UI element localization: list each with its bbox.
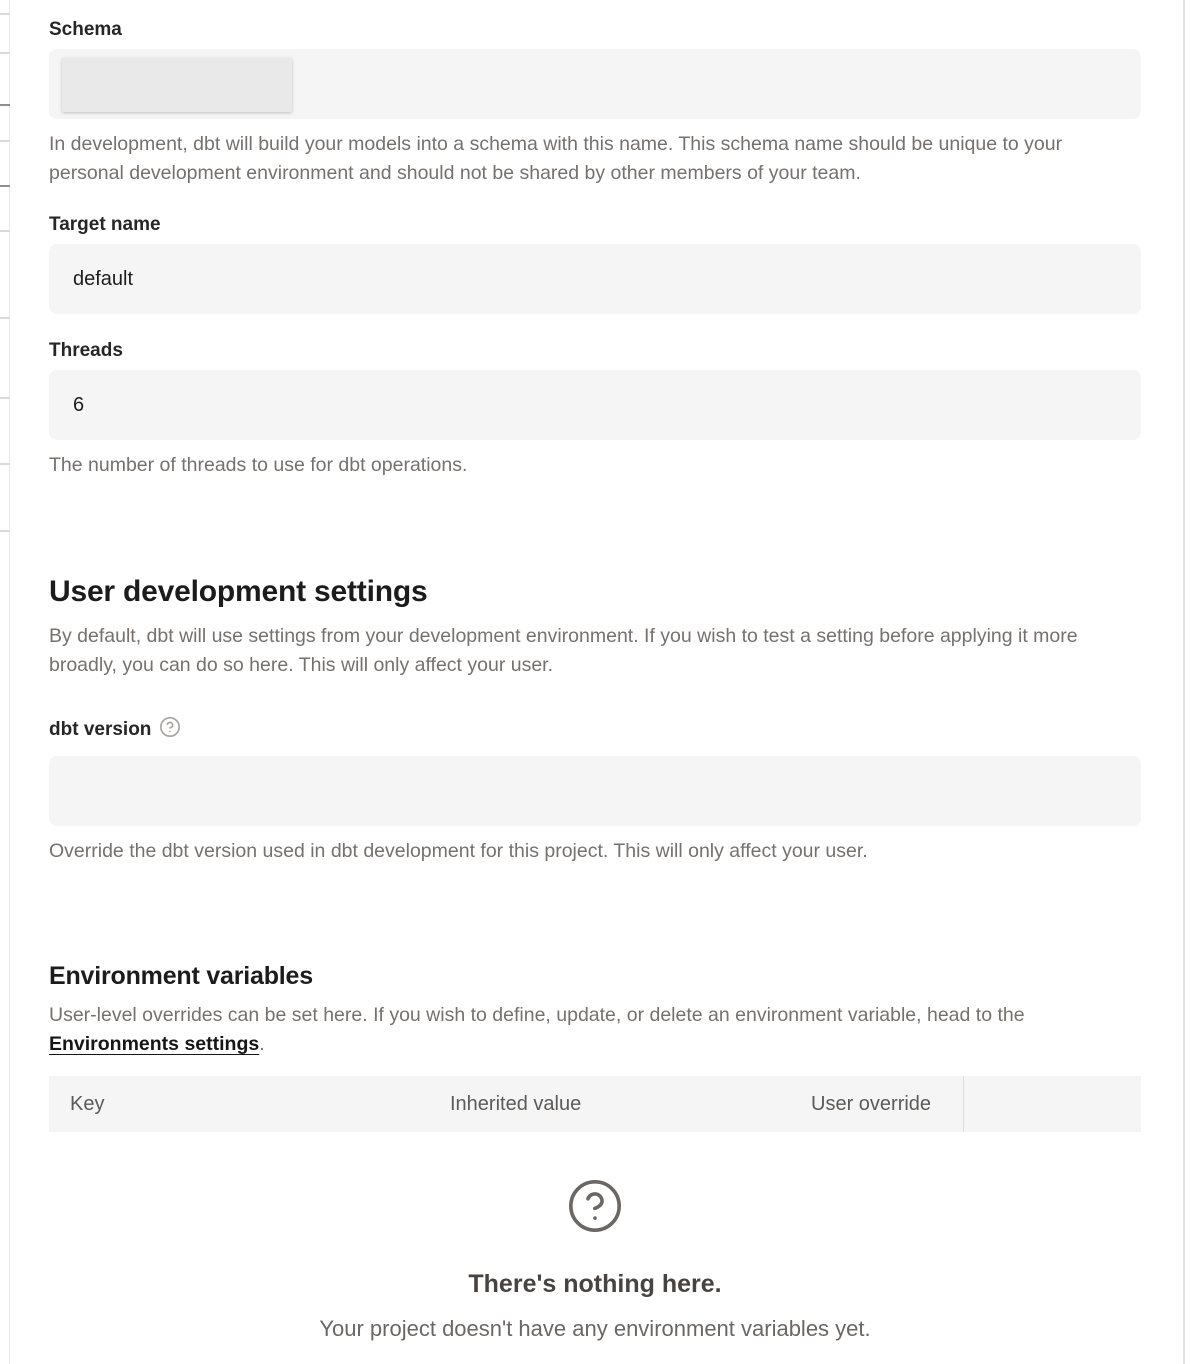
- environment-variables-heading: Environment variables: [49, 962, 313, 990]
- left-edge-tick: [0, 317, 10, 319]
- column-header-key: Key: [70, 1092, 105, 1115]
- left-edge-tick: [0, 397, 10, 399]
- threads-input[interactable]: [49, 370, 1141, 440]
- threads-label: Threads: [49, 340, 123, 361]
- help-circle-icon[interactable]: [159, 716, 181, 743]
- env-vars-table-header: [49, 1076, 1141, 1132]
- schema-label: Schema: [49, 19, 122, 40]
- environment-variables-description: [49, 1001, 1141, 1059]
- left-edge-tick: [0, 140, 10, 142]
- env-vars-empty-state: [49, 1177, 1141, 1342]
- dbt-version-label: dbt version: [49, 719, 152, 740]
- left-panel-edge: [0, 0, 10, 1364]
- column-header-actions: [963, 1076, 1141, 1132]
- left-edge-tick: [0, 52, 10, 54]
- target-name-label: Target name: [49, 214, 161, 235]
- description-suffix: .: [259, 1033, 265, 1055]
- schema-input[interactable]: [49, 49, 1141, 119]
- threads-help-text: The number of threads to use for dbt operations.: [49, 454, 468, 476]
- empty-state-subtitle: Your project doesn't have any environment variables yet.: [319, 1316, 871, 1341]
- dbt-version-input[interactable]: [49, 756, 1141, 826]
- help-circle-icon: [49, 1177, 1141, 1240]
- left-edge-tick: [0, 13, 10, 15]
- schema-help-text: In development, dbt will build your models into a schema with this name. This schema name should be unique to your personal development environment and should not be shared by other members of your team.: [49, 133, 1063, 184]
- scrollbar-track[interactable]: [1183, 0, 1185, 1364]
- left-edge-tick: [0, 463, 10, 465]
- left-edge-tick: [0, 185, 10, 187]
- left-edge-tick: [0, 104, 10, 106]
- user-development-settings-heading: User development settings: [49, 575, 428, 608]
- column-header-inherited-value: Inherited value: [450, 1092, 582, 1115]
- target-name-input[interactable]: [49, 244, 1141, 314]
- environments-settings-link[interactable]: Environments settings: [49, 1033, 260, 1055]
- dbt-version-help-text: Override the dbt version used in dbt development for this project. This will only affect your user.: [49, 840, 868, 862]
- left-edge-tick: [0, 230, 10, 232]
- settings-page: [49, 0, 1141, 1342]
- column-header-user-override: User override: [811, 1092, 932, 1115]
- redacted-value-overlay: [62, 58, 292, 112]
- user-development-settings-description: By default, dbt will use settings from your development environment. If you wish to test a setting before applying it more broadly, you can do so here. This will only affect your user.: [49, 625, 1078, 676]
- empty-state-title: There's nothing here.: [468, 1270, 722, 1298]
- left-edge-tick: [0, 530, 10, 532]
- description-prefix: User-level overrides can be set here. If you wish to define, update, or delete an environment variable, head to the: [49, 1004, 1025, 1026]
